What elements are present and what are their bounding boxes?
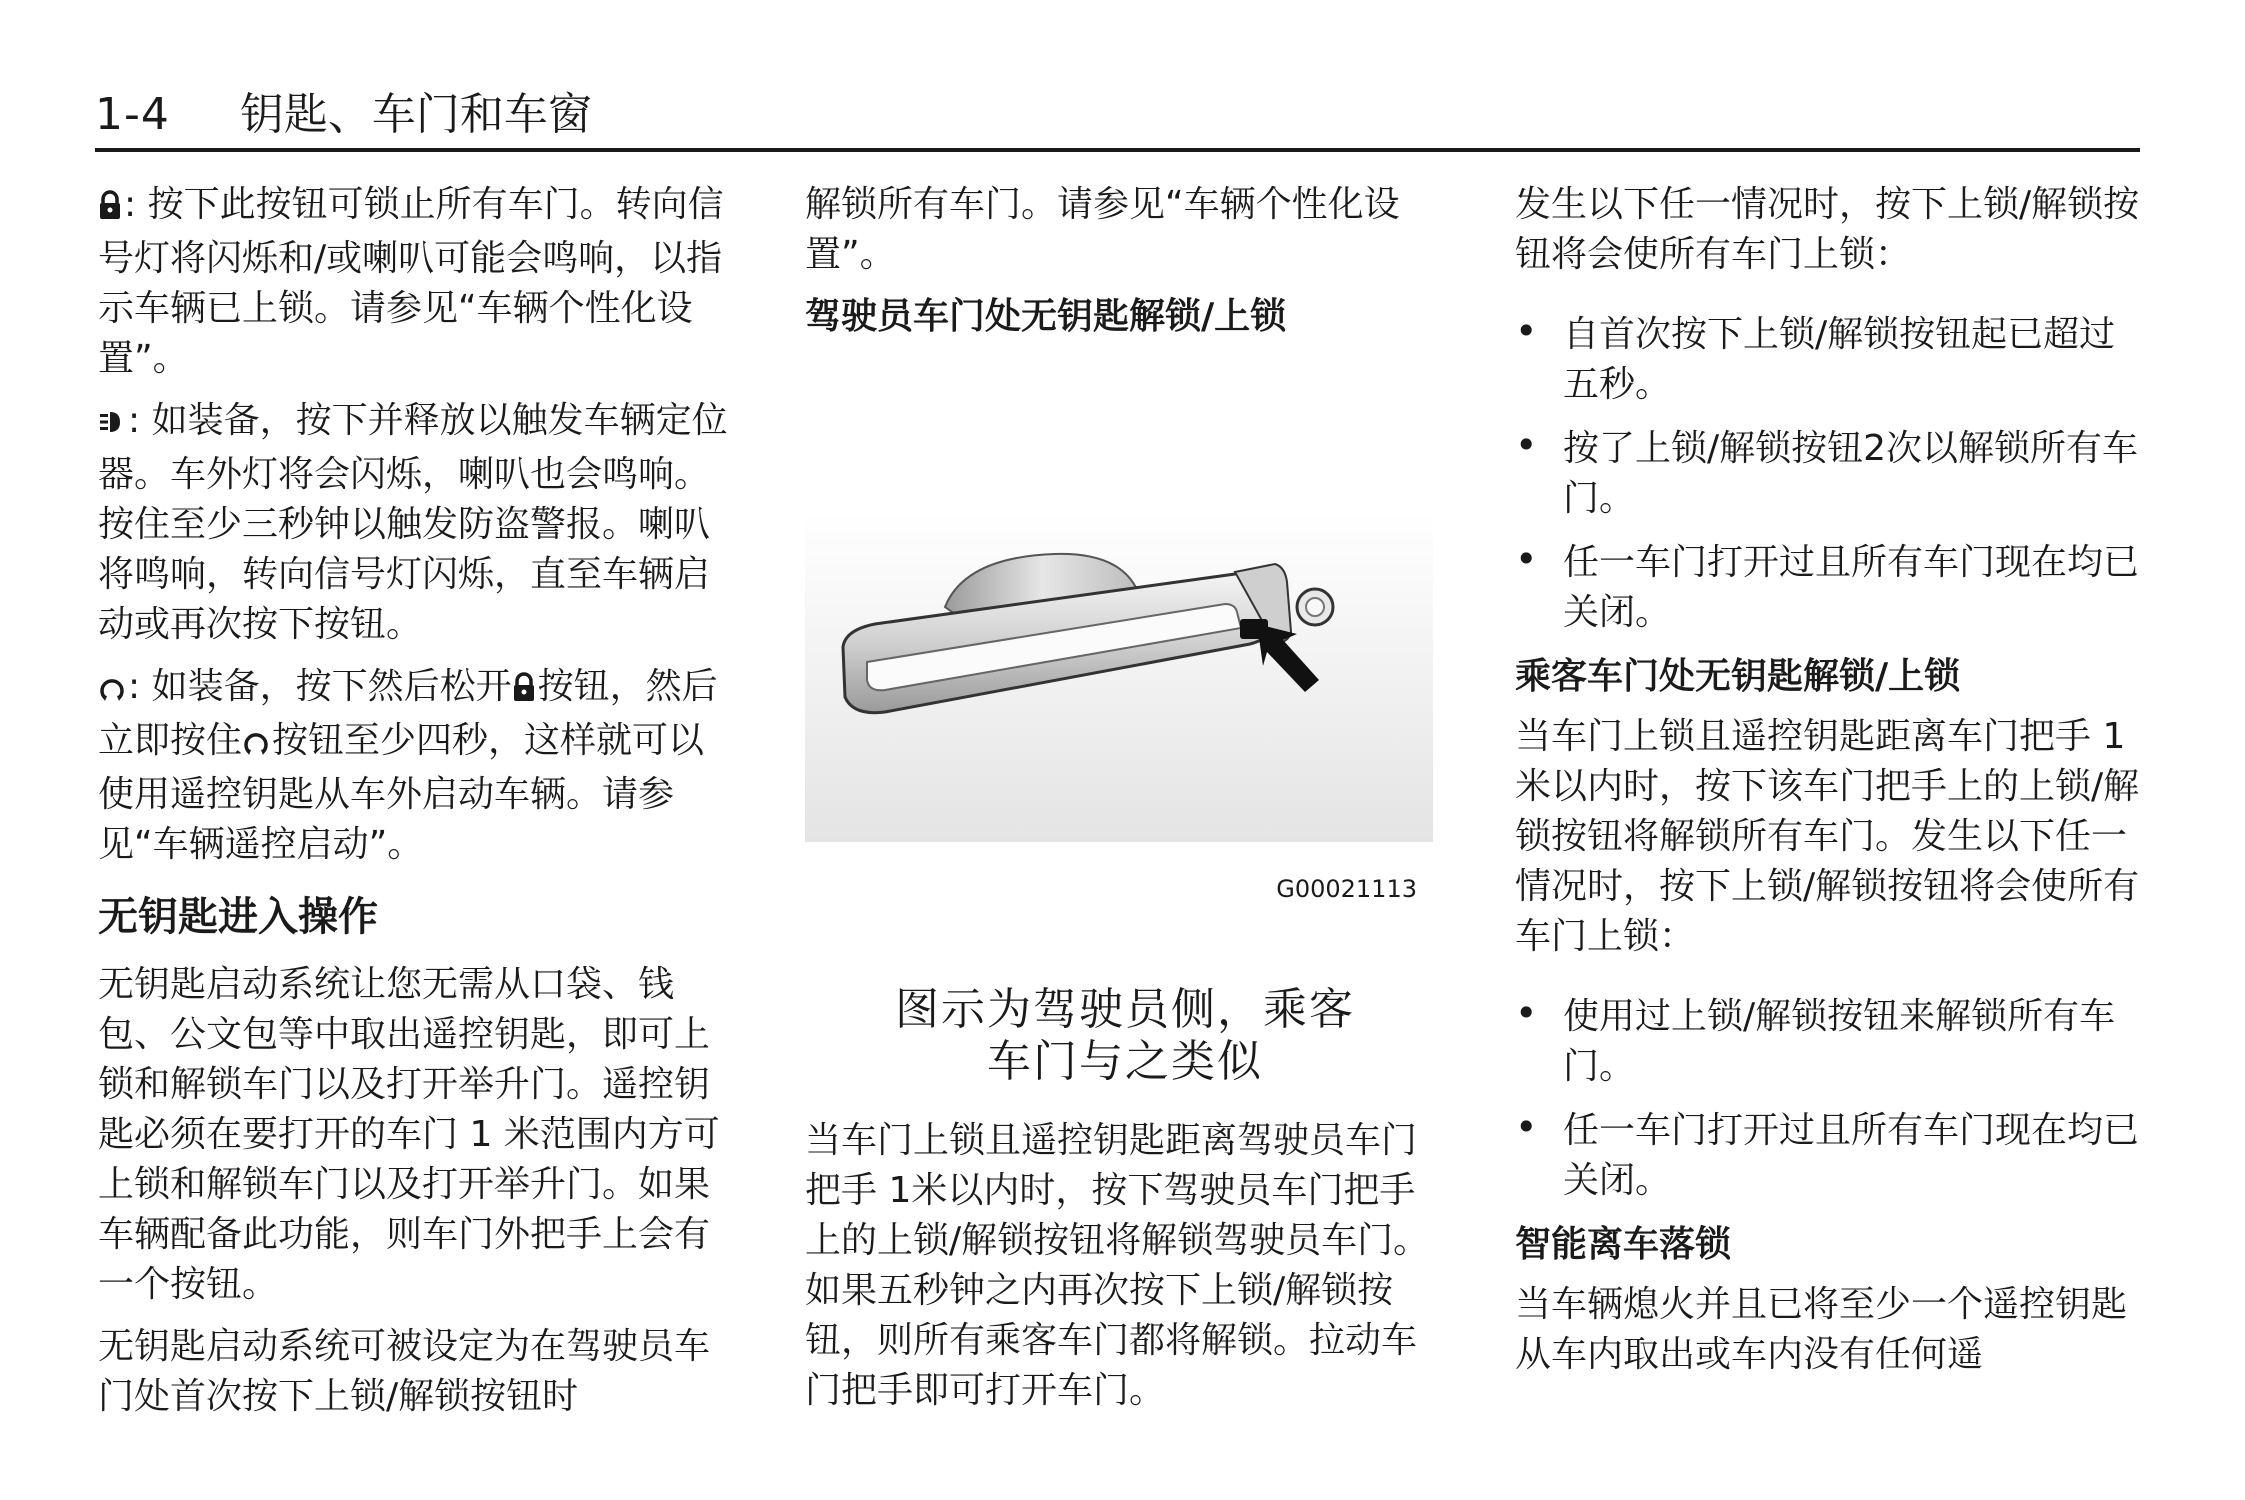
sub-heading-smart-lock: 智能离车落锁: [1515, 1224, 1732, 1265]
intro-paragraph: 发生以下任一情况时，按下上锁/解锁按钮将会使所有车门上锁：: [1515, 184, 2140, 275]
locator-paragraph-text: : 如装备，按下并释放以触发车辆定位器。车外灯将会闪烁，喇叭也会鸣响。按住至少三秒钟以触发防盗警报。喇叭将鸣响，转向信号灯闪烁，直至车辆启动或再次按下按钮。: [98, 400, 728, 645]
passenger-door-paragraph: 当车门上锁且遥控钥匙距离车门把手 1 米以内时，按下该车门把手上的上锁/解锁按钮将解锁所有车门。发生以下任一情况时，按下上锁/解锁按钮将会使所有车门上锁：: [1515, 716, 2140, 957]
bullet-list-2: [1515, 992, 2150, 1206]
list-item: • 任一车门打开过且所有车门现在均已关闭。: [1515, 1106, 2150, 1206]
figure-caption-line-1: 图示为驾驶员侧，乘客: [895, 984, 1355, 1035]
column-2: [805, 180, 1445, 1428]
column-1: [98, 180, 738, 1434]
door-handle-illustration: [805, 512, 1433, 842]
keyless-paragraph-1: 无钥匙启动系统让您无需从口袋、钱包、公文包等中取出遥控钥匙，即可上锁和解锁车门以及打开举升门。遥控钥匙必须在要打开的车门 1 米范围内方可上锁和解锁车门以及打开举升门。如果车辆配备此功能，则车门外把手上会有一个按钮。: [98, 964, 720, 1305]
bullet-list-1: [1515, 310, 2150, 638]
sub-heading-passenger-door: 乘客车门处无钥匙解锁/上锁: [1515, 656, 1961, 697]
door-handle-figure: [805, 512, 1433, 842]
header-rule: [95, 148, 2140, 152]
vehicle-locator-icon: [98, 400, 126, 450]
remote-start-text-a: : 如装备，按下然后松开: [128, 666, 512, 707]
lock-icon: [98, 184, 122, 234]
remote-start-text-c: 按钮至少四秒，这样就可以使用遥控钥匙从车外启动车辆。请参见“车辆遥控启动”。: [98, 720, 705, 865]
list-item: • 按了上锁/解锁按钮2次以解锁所有车门。: [1515, 424, 2150, 524]
list-item: • 任一车门打开过且所有车门现在均已关闭。: [1515, 538, 2150, 638]
keyless-paragraph-2: 无钥匙启动系统可被设定为在驾驶员车门处首次按下上锁/解锁按钮时: [98, 1326, 711, 1417]
page-number: 1-4: [95, 89, 170, 140]
lock-paragraph-text: : 按下此按钮可锁止所有车门。转向信号灯将闪烁和/或喇叭可能会鸣响，以指示车辆已上锁。请参见“车辆个性化设置”。: [98, 184, 724, 379]
list-item: • 使用过上锁/解锁按钮来解锁所有车门。: [1515, 992, 2150, 1092]
remote-start-text-b: 按钮，然后立即按住: [98, 666, 718, 761]
lock-icon: [512, 666, 536, 716]
figure-caption: [805, 984, 1445, 1088]
column-3: [1515, 180, 2150, 1392]
page-header: [95, 78, 592, 142]
driver-door-paragraph: 当车门上锁且遥控钥匙距离驾驶员车门把手 1米以内时，按下驾驶员车门把手上的上锁/解锁按钮将解锁驾驶员车门。如果五秒钟之内再次按下上锁/解锁按钮，则所有乘客车门都将解锁。拉动车门把手即可打开车门。: [805, 1120, 1430, 1411]
list-item: • 自首次按下上锁/解锁按钮起已超过五秒。: [1515, 310, 2150, 410]
locator-paragraph: [98, 396, 738, 650]
sub-heading-driver-door: 驾驶员车门处无钥匙解锁/上锁: [805, 296, 1287, 337]
continuation-paragraph: 解锁所有车门。请参见“车辆个性化设置”。: [805, 184, 1400, 275]
lock-paragraph: [98, 180, 738, 384]
remote-start-icon: [242, 720, 270, 770]
chapter-title: 钥匙、车门和车窗: [239, 89, 592, 140]
figure-code: G00021113: [1276, 875, 1417, 903]
remote-start-paragraph: [98, 662, 738, 870]
section-heading-keyless: 无钥匙进入操作: [98, 894, 378, 940]
figure-caption-line-2: 车门与之类似: [987, 1036, 1263, 1087]
smart-lock-paragraph: 当车辆熄火并且已将至少一个遥控钥匙从车内取出或车内没有任何遥: [1515, 1284, 2128, 1375]
remote-start-icon: [98, 666, 126, 716]
